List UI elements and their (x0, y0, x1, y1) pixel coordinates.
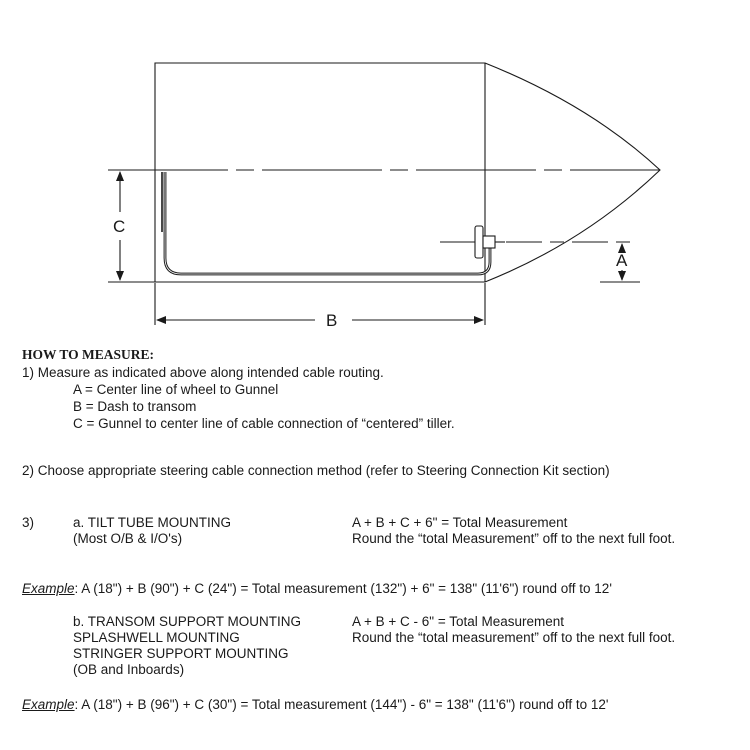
splashwell-title: SPLASHWELL MOUNTING (73, 630, 240, 645)
tilt-tube-formula: A + B + C + 6" = Total Measurement (352, 515, 568, 530)
example-1-text: : A (18") + B (90") + C (24") = Total measurement (132") + 6" = 138" (11'6") round off to 12' (74, 581, 612, 596)
step-3-number: 3) (22, 515, 35, 530)
transom-title: b. TRANSOM SUPPORT MOUNTING (73, 614, 302, 629)
steering-cable (165, 172, 490, 274)
dimension-b (155, 283, 485, 325)
example-1 (22, 581, 612, 597)
hull-outline (155, 63, 660, 282)
tilt-tube-subtitle: (Most O/B & I/O's) (73, 531, 183, 546)
example-2-label: Example (22, 697, 75, 712)
tilt-tube-title: a. TILT TUBE MOUNTING (73, 515, 232, 530)
step-1: 1) Measure as indicated above along intended cable routing. (22, 365, 384, 380)
tilt-tube-round: Round the “total Measurement” off to the next full foot. (352, 531, 676, 546)
definition-c: C = Gunnel to center line of cable connection of “centered” tiller. (73, 416, 455, 431)
label-c: C (113, 217, 126, 236)
label-a: A (616, 251, 628, 270)
definition-b: B = Dash to transom (73, 399, 197, 414)
example-2-text: : A (18") + B (96") + C (30") = Total measurement (144") - 6" = 138" (11'6") round off to 12' (74, 697, 609, 712)
transom-formula: A + B + C - 6" = Total Measurement (352, 614, 565, 629)
how-to-heading: HOW TO MEASURE: (22, 347, 155, 362)
example-2 (22, 697, 609, 713)
definition-a: A = Center line of wheel to Gunnel (73, 382, 279, 397)
step-2: 2) Choose appropriate steering cable connection method (refer to Steering Connection Kit section) (22, 463, 610, 478)
transom-round: Round the “total measurement” off to the next full foot. (352, 630, 676, 645)
label-b: B (326, 311, 338, 330)
example-1-label: Example (22, 581, 75, 596)
boat-measurement-diagram (0, 0, 750, 340)
stringer-title: STRINGER SUPPORT MOUNTING (73, 646, 289, 661)
inboards-note: (OB and Inboards) (73, 662, 185, 677)
